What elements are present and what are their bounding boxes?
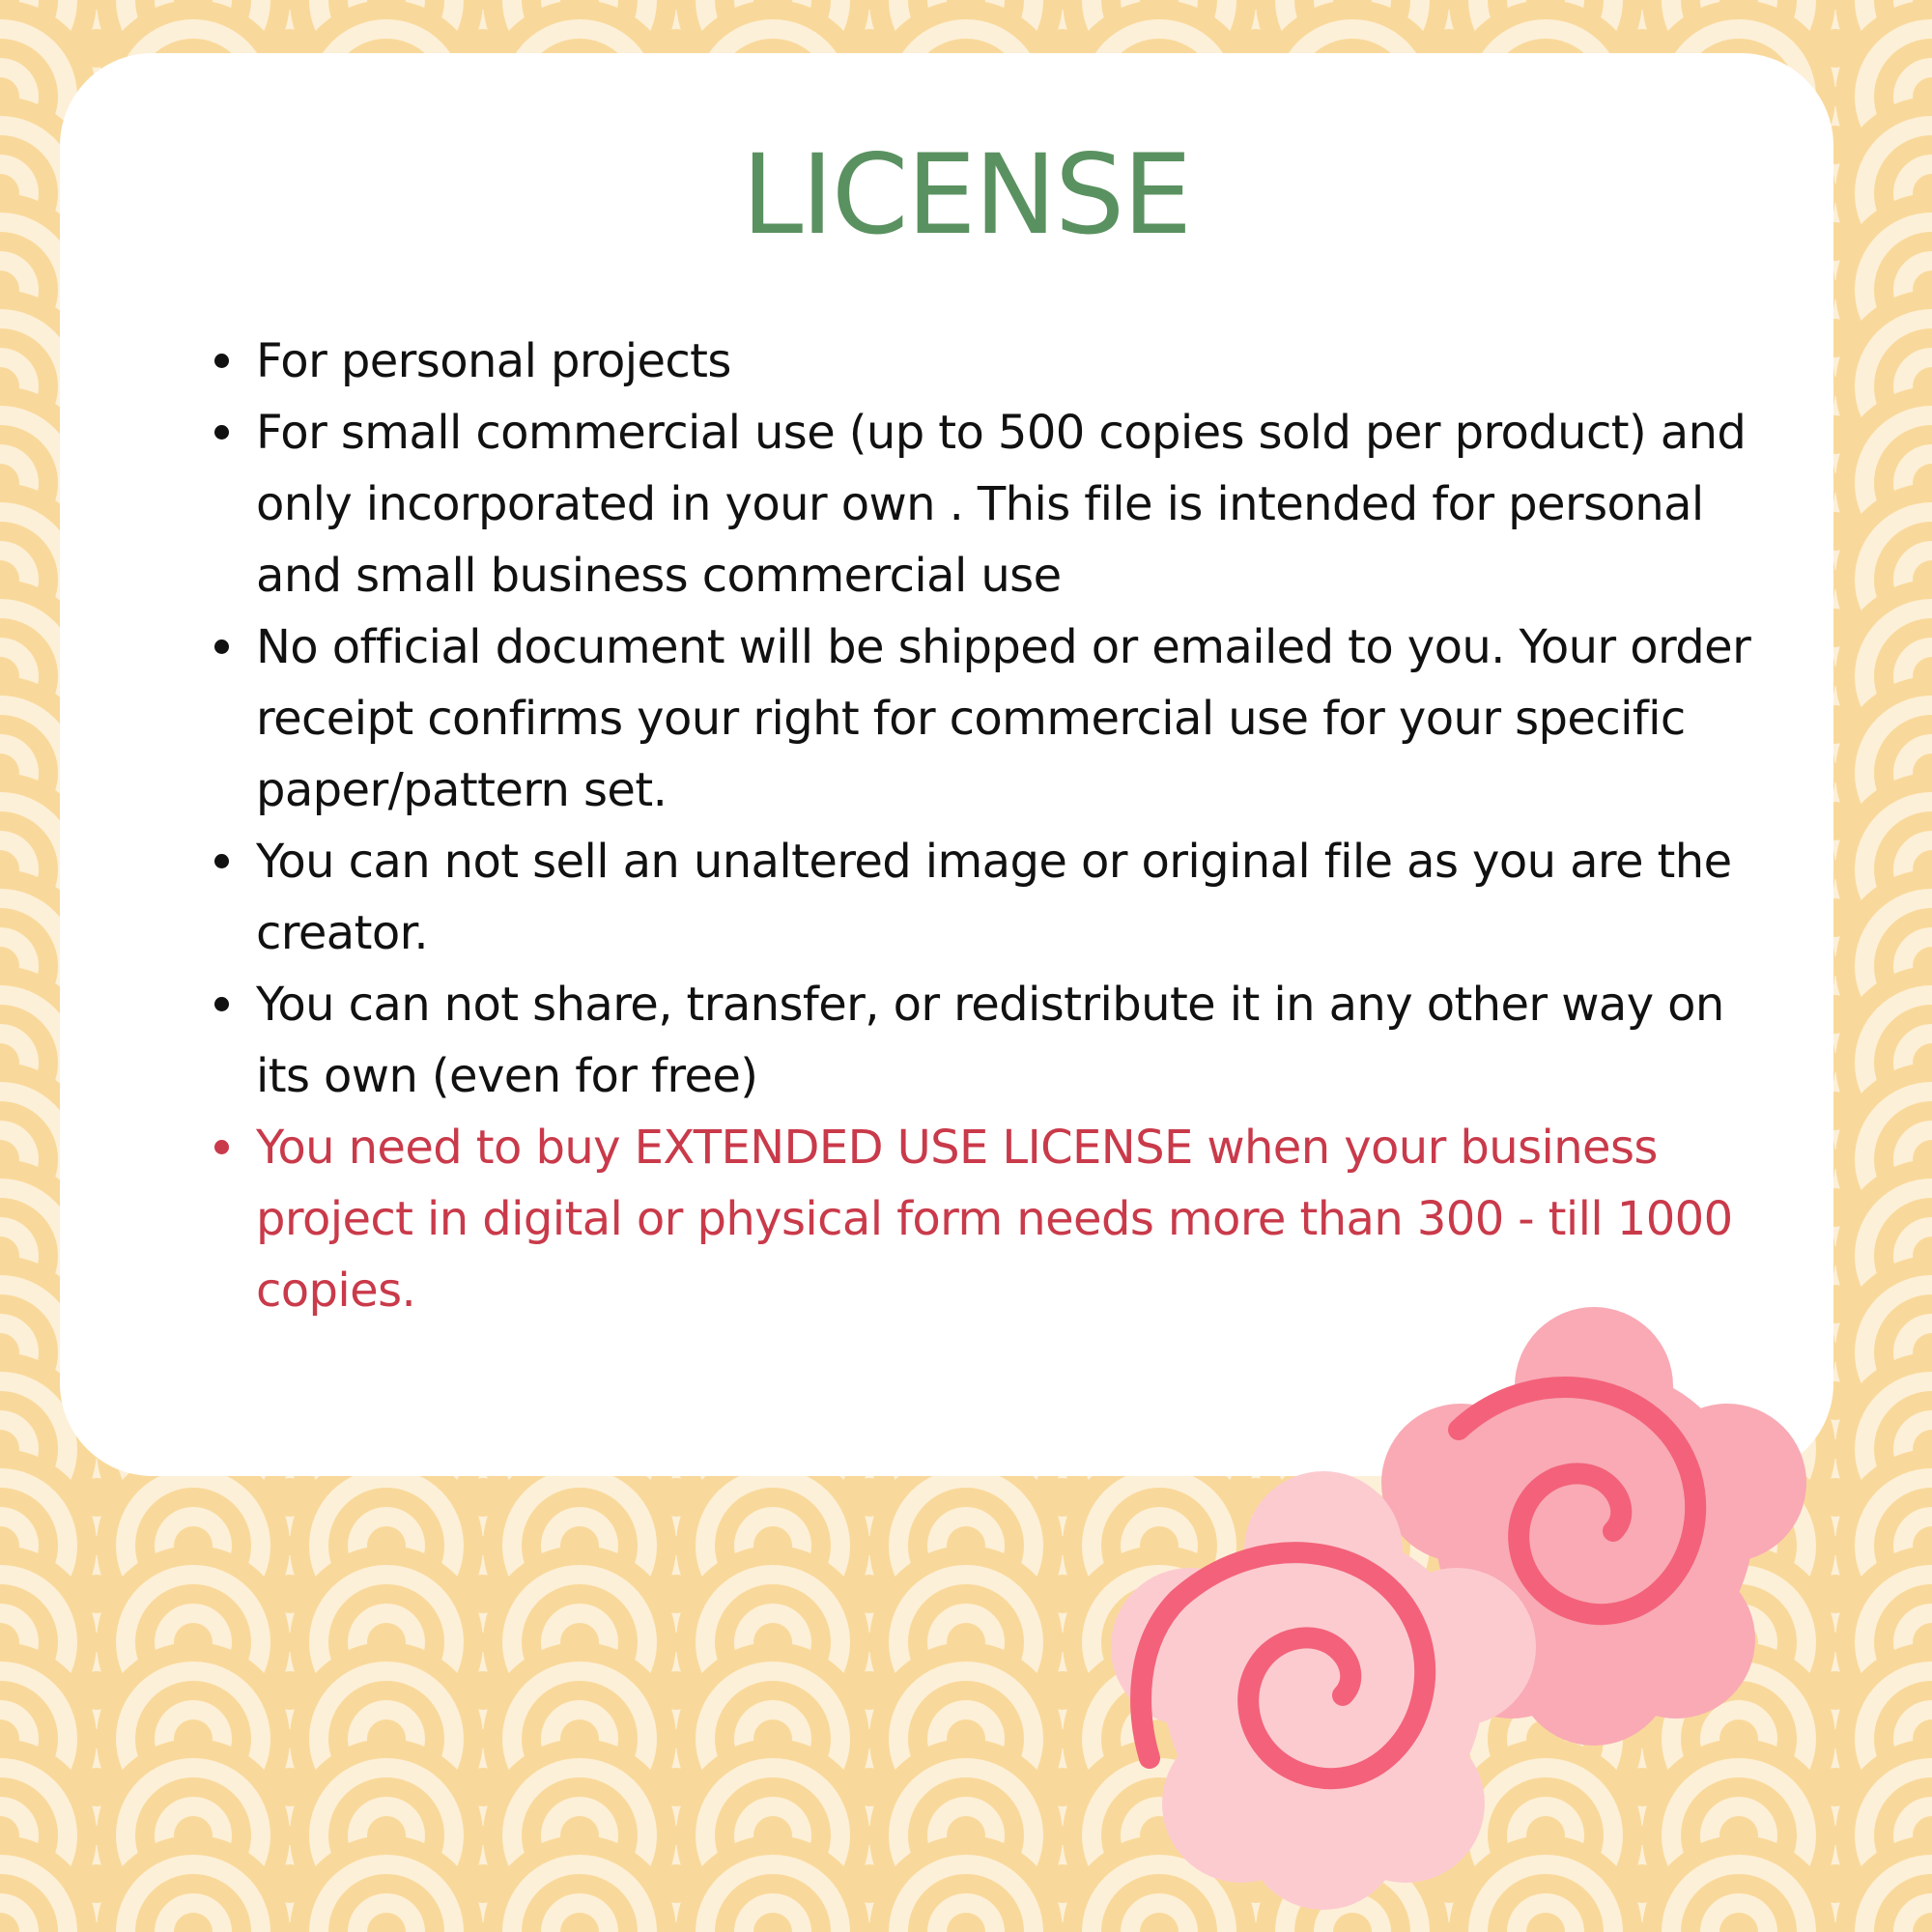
bullet-icon [214,1140,229,1154]
naruto-fishcake-icon [1043,1256,1913,1932]
bullet-icon [214,425,229,440]
bullet-icon [214,354,229,368]
bullet-icon [214,854,229,868]
license-term [211,326,1756,397]
license-terms-list [211,326,1756,1326]
bullet-icon [214,997,229,1011]
license-term-text: You need to buy EXTENDED USE LICENSE when your business project in digital or physical form needs more than 300 - till 1000 copies. [256,1121,1733,1318]
license-term [211,826,1756,969]
license-term-text: You can not sell an unaltered image or original file as you are the creator. [256,835,1732,960]
license-term-text: For small commercial use (up to 500 copies sold per product) and only incorporated in your own . This file is intended for personal and small business commercial use [256,406,1747,603]
license-term [211,611,1756,826]
license-term-text: You can not share, transfer, or redistribute it in any other way on its own (even for free) [256,978,1724,1103]
license-title: LICENSE [741,130,1191,259]
license-term [211,397,1756,611]
license-term [211,969,1756,1112]
license-term-text: For personal projects [256,334,731,388]
bullet-icon [214,639,229,654]
license-term-text: No official document will be shipped or emailed to you. Your order receipt confirms your right for commercial use for your specific paper/pattern set. [256,620,1751,817]
